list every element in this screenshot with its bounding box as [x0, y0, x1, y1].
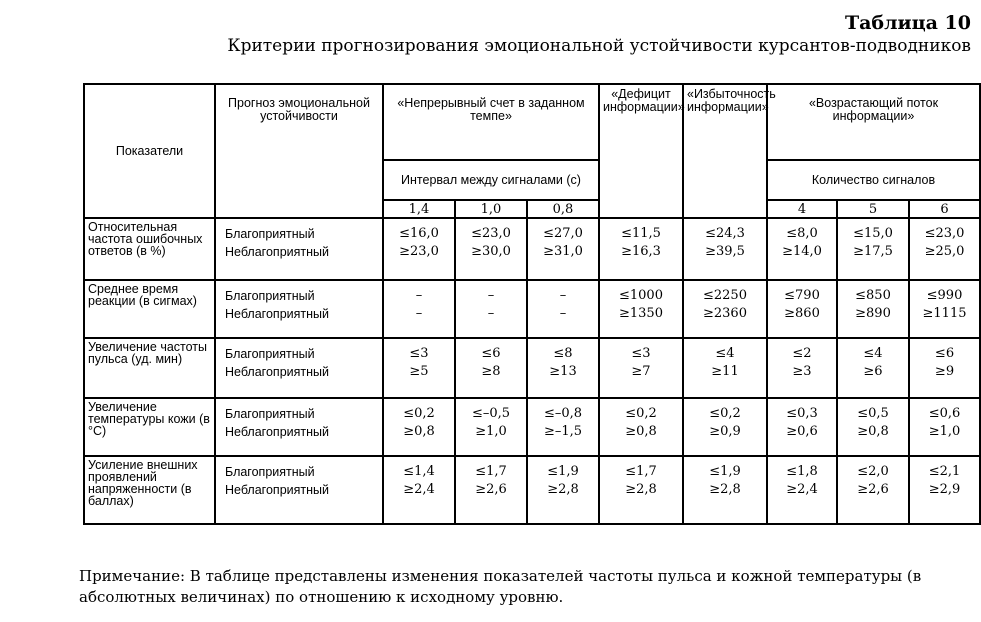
- value-unfavorable: ≥16,3: [621, 244, 661, 259]
- value-unfavorable: ≥11: [711, 364, 739, 379]
- value-cell: [527, 280, 599, 338]
- value-unfavorable: ≥2,8: [547, 482, 579, 497]
- value-unfavorable: ≥2,6: [857, 482, 889, 497]
- value-unfavorable: ≥2,8: [625, 482, 657, 497]
- value-cell: [455, 398, 527, 456]
- value-unfavorable: ≥25,0: [924, 244, 965, 259]
- table-row: [84, 398, 980, 456]
- value-cell: [455, 218, 527, 280]
- value-cell: [383, 218, 455, 280]
- value-unfavorable: ≥0,8: [403, 424, 435, 439]
- value-favorable: ≤1,7: [625, 464, 657, 479]
- value-cell: [909, 398, 980, 456]
- prognosis-favorable: Благоприятный: [225, 289, 315, 303]
- quantity-value: 4: [767, 200, 837, 218]
- value-unfavorable: ≥0,8: [625, 424, 657, 439]
- value-cell: [837, 456, 909, 524]
- value-favorable: ≤6: [934, 346, 955, 361]
- value-favorable: ≤1,7: [475, 464, 507, 479]
- prognosis-unfavorable: Неблагоприятный: [225, 307, 329, 321]
- value-favorable: ≤0,2: [625, 406, 657, 421]
- value-cell: [599, 456, 683, 524]
- header-prognosis: Прогноз эмоциональной устойчивости: [215, 84, 383, 218]
- value-unfavorable: ≥23,0: [399, 244, 439, 259]
- value-cell: [383, 398, 455, 456]
- value-cell: [599, 338, 683, 398]
- value-favorable: ≤0,6: [928, 406, 961, 421]
- prognosis-favorable: Благоприятный: [225, 227, 315, 241]
- value-unfavorable: ≥2,9: [928, 482, 961, 497]
- value-favorable: ≤0,3: [786, 406, 818, 421]
- value-cell: [683, 280, 767, 338]
- value-unfavorable: ≥13: [549, 364, 577, 379]
- value-favorable: ≤1000: [619, 288, 663, 303]
- table-row: [84, 218, 980, 280]
- value-favorable: ≤23,0: [924, 226, 965, 241]
- value-cell: [383, 456, 455, 524]
- header-indicators: Показатели: [84, 84, 215, 218]
- value-cell: [599, 280, 683, 338]
- value-unfavorable: ≥0,6: [786, 424, 818, 439]
- prognosis-cell: [215, 456, 383, 524]
- value-cell: [837, 218, 909, 280]
- quantity-value: 5: [837, 200, 909, 218]
- prognosis-unfavorable: Неблагоприятный: [225, 365, 329, 379]
- prognosis-unfavorable: Неблагоприятный: [225, 245, 329, 259]
- value-cell: [767, 456, 837, 524]
- value-cell: [455, 338, 527, 398]
- value-favorable: –: [559, 288, 567, 303]
- header-interval: Интервал между сигналами (с): [383, 160, 599, 200]
- value-favorable: ≤6: [481, 346, 501, 361]
- indicator-cell: Увеличение температуры кожи (в °С): [84, 398, 215, 456]
- prognosis-favorable: Благоприятный: [225, 347, 315, 361]
- value-favorable: ≤0,2: [709, 406, 741, 421]
- header-information-deficit: «Дефицит информации»: [599, 84, 683, 218]
- value-unfavorable: ≥3: [792, 364, 812, 379]
- value-favorable: ≤0,5: [857, 406, 889, 421]
- value-cell: [383, 338, 455, 398]
- interval-value: 1,4: [383, 200, 455, 218]
- indicator-cell: Увеличение частоты пульса (уд. мин): [84, 338, 215, 398]
- value-unfavorable: ≥30,0: [471, 244, 511, 259]
- value-cell: [909, 338, 980, 398]
- value-unfavorable: ≥31,0: [543, 244, 583, 259]
- value-unfavorable: ≥7: [631, 364, 651, 379]
- value-cell: [683, 456, 767, 524]
- value-unfavorable: ≥–1,5: [543, 424, 583, 439]
- value-cell: [767, 398, 837, 456]
- value-favorable: ≤1,9: [709, 464, 741, 479]
- header-signal-quantity: Количество сигналов: [767, 160, 980, 200]
- value-unfavorable: ≥17,5: [853, 244, 893, 259]
- value-unfavorable: ≥1,0: [475, 424, 507, 439]
- value-favorable: ≤4: [715, 346, 735, 361]
- table-number: Таблица 10: [844, 12, 971, 34]
- value-favorable: ≤24,3: [705, 226, 745, 241]
- value-favorable: ≤2250: [703, 288, 747, 303]
- value-cell: [767, 338, 837, 398]
- interval-value: 0,8: [527, 200, 599, 218]
- value-unfavorable: ≥39,5: [705, 244, 745, 259]
- value-favorable: ≤850: [855, 288, 891, 303]
- value-unfavorable: ≥9: [934, 364, 955, 379]
- indicator-cell: Усиление внешних проявлений напряженности (в баллах): [84, 456, 215, 524]
- value-unfavorable: ≥5: [409, 364, 429, 379]
- value-unfavorable: ≥2,4: [403, 482, 435, 497]
- value-unfavorable: ≥2,6: [475, 482, 507, 497]
- value-favorable: –: [487, 288, 495, 303]
- value-favorable: ≤3: [409, 346, 429, 361]
- prognosis-unfavorable: Неблагоприятный: [225, 425, 329, 439]
- prognosis-cell: [215, 338, 383, 398]
- table-title: Критерии прогнозирования эмоциональной устойчивости курсантов-подводников: [227, 36, 971, 56]
- table-row: [84, 338, 980, 398]
- value-unfavorable: ≥0,8: [857, 424, 889, 439]
- value-cell: [527, 398, 599, 456]
- quantity-value: 6: [909, 200, 980, 218]
- value-unfavorable: –: [487, 306, 495, 321]
- value-cell: [683, 218, 767, 280]
- value-cell: [527, 218, 599, 280]
- value-unfavorable: ≥1,0: [928, 424, 961, 439]
- prognosis-cell: [215, 398, 383, 456]
- value-favorable: ≤16,0: [399, 226, 439, 241]
- value-cell: [383, 280, 455, 338]
- header-row-1: [84, 84, 980, 160]
- value-cell: [455, 280, 527, 338]
- indicator-cell: Среднее время реакции (в сигмах): [84, 280, 215, 338]
- value-favorable: ≤8: [553, 346, 573, 361]
- value-cell: [599, 218, 683, 280]
- value-favorable: ≤990: [926, 288, 963, 303]
- value-unfavorable: ≥2360: [703, 306, 747, 321]
- value-favorable: ≤–0,8: [543, 406, 583, 421]
- value-favorable: ≤1,4: [403, 464, 435, 479]
- table-note: Примечание: В таблице представлены изменения показателей частоты пульса и кожной температуры (в абсолютных величинах) по отношению к исходному уровню.: [79, 567, 922, 606]
- value-cell: [767, 280, 837, 338]
- value-favorable: ≤11,5: [621, 226, 661, 241]
- value-cell: [909, 280, 980, 338]
- value-cell: [527, 456, 599, 524]
- value-unfavorable: –: [559, 306, 567, 321]
- interval-value: 1,0: [455, 200, 527, 218]
- value-unfavorable: ≥6: [863, 364, 883, 379]
- criteria-table: [83, 83, 981, 525]
- header-growing-flow: «Возрастающий поток информации»: [767, 84, 980, 160]
- value-favorable: ≤2: [792, 346, 812, 361]
- value-favorable: ≤0,2: [403, 406, 435, 421]
- value-cell: [599, 398, 683, 456]
- value-unfavorable: ≥2,4: [786, 482, 818, 497]
- value-unfavorable: ≥1115: [922, 306, 967, 321]
- value-unfavorable: ≥0,9: [709, 424, 741, 439]
- header-continuous-count: «Непрерывный счет в заданном темпе»: [383, 84, 599, 160]
- value-favorable: ≤3: [631, 346, 651, 361]
- value-favorable: ≤27,0: [543, 226, 583, 241]
- value-unfavorable: ≥890: [855, 306, 891, 321]
- value-unfavorable: –: [415, 306, 423, 321]
- value-unfavorable: ≥2,8: [709, 482, 741, 497]
- prognosis-cell: [215, 280, 383, 338]
- value-favorable: ≤8,0: [786, 226, 818, 241]
- value-favorable: ≤15,0: [853, 226, 893, 241]
- value-unfavorable: ≥8: [481, 364, 501, 379]
- value-cell: [455, 456, 527, 524]
- value-cell: [837, 338, 909, 398]
- value-favorable: ≤–0,5: [471, 406, 511, 421]
- table-row: [84, 456, 980, 524]
- prognosis-favorable: Благоприятный: [225, 465, 315, 479]
- value-cell: [527, 338, 599, 398]
- value-cell: [909, 218, 980, 280]
- value-favorable: ≤2,1: [928, 464, 961, 479]
- value-cell: [767, 218, 837, 280]
- prognosis-favorable: Благоприятный: [225, 407, 315, 421]
- value-unfavorable: ≥1350: [619, 306, 663, 321]
- prognosis-cell: [215, 218, 383, 280]
- value-favorable: ≤4: [863, 346, 883, 361]
- value-cell: [909, 456, 980, 524]
- table-row: [84, 280, 980, 338]
- value-favorable: ≤1,9: [547, 464, 579, 479]
- value-favorable: ≤790: [784, 288, 820, 303]
- value-cell: [683, 338, 767, 398]
- indicator-cell: Относительная частота ошибочных ответов (в %): [84, 218, 215, 280]
- value-favorable: ≤1,8: [786, 464, 818, 479]
- value-cell: [837, 280, 909, 338]
- value-favorable: ≤23,0: [471, 226, 511, 241]
- value-favorable: –: [415, 288, 423, 303]
- header-information-excess: «Избыточность информации»: [683, 84, 767, 218]
- value-unfavorable: ≥860: [784, 306, 820, 321]
- value-favorable: ≤2,0: [857, 464, 889, 479]
- value-cell: [837, 398, 909, 456]
- value-unfavorable: ≥14,0: [782, 244, 822, 259]
- value-cell: [683, 398, 767, 456]
- prognosis-unfavorable: Неблагоприятный: [225, 483, 329, 497]
